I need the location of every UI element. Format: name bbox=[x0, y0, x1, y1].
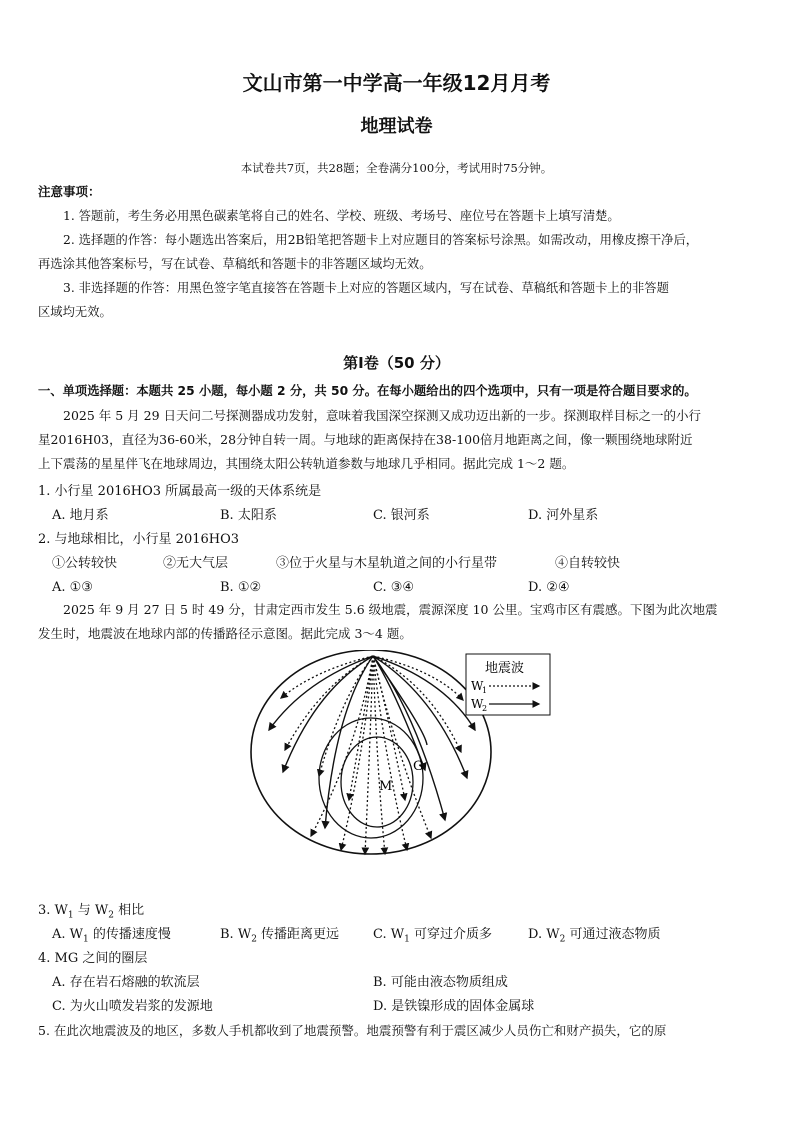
notice-item-3b: 区域均无效。 bbox=[38, 305, 112, 319]
q2-option-b[interactable]: B. ①② bbox=[220, 580, 262, 595]
q2-option-a[interactable]: A. ①③ bbox=[52, 580, 93, 595]
passage2-line1: 2025 年 9 月 27 日 5 时 49 分，甘肃定西市发生 5.6 级地震，震源深度 10 公里。宝鸡市区有震感。下图为此次地震 bbox=[63, 602, 718, 617]
legend-w1-label: W bbox=[471, 679, 484, 693]
q4-option-d[interactable]: D. 是铁镍形成的固体金属球 bbox=[373, 999, 535, 1014]
notice-item-3a: 3. 非选择题的作答：用黑色签字笔直接答在答题卡上对应的答题区域内，写在试卷、草稿纸和答题卡上的非答题 bbox=[63, 281, 669, 295]
legend-w1-sub: 1 bbox=[482, 686, 488, 695]
q4-option-a[interactable]: A. 存在岩石熔融的软流层 bbox=[52, 975, 200, 990]
legend-title: 地震波 bbox=[485, 661, 525, 676]
label-g: G bbox=[413, 759, 424, 774]
q2-statement-4: ④自转较快 bbox=[555, 556, 621, 571]
q3-stem: 3. $W_1$ 与 $W_2$ 相比 bbox=[38, 903, 145, 921]
q1-option-c[interactable]: C. 银河系 bbox=[373, 508, 430, 523]
passage1-line1: 2025 年 5 月 29 日天问二号探测器成功发射，意味着我国深空探测又成功迈出新的一步。探测取样目标之一的小行 bbox=[63, 408, 702, 423]
section-instruction: 一、单项选择题：本题共 25 小题，每小题 2 分，共 50 分。在每小题给出的四个选项中，只有一项是符合题目要求的。 bbox=[38, 384, 697, 398]
passage1-line3: 上下震荡的星星伴飞在地球周边，其围绕太阳公转轨道参数与地球几乎相同。据此完成 1～2 题。 bbox=[38, 456, 575, 471]
q2-stem: 2. 与地球相比，小行星 2016HO3 bbox=[38, 532, 240, 547]
notice-item-1: 1. 答题前，考生务必用黑色碳素笔将自己的姓名、学校、班级、考场号、座位号在答题卡上填写清楚。 bbox=[63, 209, 620, 223]
q2-statement-2: ②无大气层 bbox=[163, 556, 229, 571]
label-m: M bbox=[379, 779, 393, 794]
q1-option-b[interactable]: B. 太阳系 bbox=[220, 508, 277, 523]
mantle-boundary bbox=[319, 718, 423, 838]
section-title: 第Ⅰ卷（50 分） bbox=[343, 354, 450, 372]
notice-item-2a: 2. 选择题的作答：每小题选出答案后，用2B铅笔把答题卡上对应题目的答案标号涂黑。如需改动，用橡皮擦干净后， bbox=[63, 233, 699, 247]
q2-option-c[interactable]: C. ③④ bbox=[373, 580, 415, 595]
q3-option-b[interactable]: B. $W_2$ 传播距离更远 bbox=[220, 927, 340, 945]
exam-info: 本试卷共7页，共28题；全卷满分100分，考试用时75分钟。 bbox=[240, 161, 553, 175]
q4-option-c[interactable]: C. 为火山喷发岩浆的发源地 bbox=[52, 999, 213, 1014]
exam-subject: 地理试卷 bbox=[360, 116, 433, 137]
passage2-line2: 发生时，地震波在地球内部的传播路径示意图。据此完成 3～4 题。 bbox=[38, 626, 412, 641]
q3-option-d[interactable]: D. $W_2$ 可通过液态物质 bbox=[528, 927, 661, 945]
notice-heading: 注意事项： bbox=[38, 184, 101, 199]
q1-option-d[interactable]: D. 河外星系 bbox=[528, 508, 599, 523]
exam-title: 文山市第一中学高一年级12月月考 bbox=[242, 71, 551, 95]
w1-rays bbox=[281, 656, 463, 854]
notice-item-2b: 再选涂其他答案标号，写在试卷、草稿纸和答题卡的非答题区域均无效。 bbox=[38, 257, 432, 271]
q2-statement-1: ①公转较快 bbox=[52, 556, 118, 571]
q2-statement-3: ③位于火星与木星轨道之间的小行星带 bbox=[276, 556, 498, 571]
w2-rays bbox=[269, 656, 475, 828]
q2-option-d[interactable]: D. ②④ bbox=[528, 580, 570, 595]
passage1-line2: 星2016H03，直径为36-60米，28分钟自转一周。与地球的距离保持在38-100倍月地距离之间，像一颗围绕地球附近 bbox=[38, 432, 693, 447]
legend-w2-sub: 2 bbox=[482, 704, 488, 713]
seismic-wave-diagram bbox=[245, 650, 565, 900]
q1-stem: 1. 小行星 2016HO3 所属最高一级的天体系统是 bbox=[38, 484, 322, 499]
q4-option-b[interactable]: B. 可能由液态物质组成 bbox=[373, 975, 508, 990]
q1-option-a[interactable]: A. 地月系 bbox=[52, 508, 109, 523]
q4-stem: 4. MG 之间的圈层 bbox=[38, 951, 148, 966]
q3-option-c[interactable]: C. $W_1$ 可穿过介质多 bbox=[373, 927, 492, 945]
q5-stem: 5. 在此次地震波及的地区，多数人手机都收到了地震预警。地震预警有利于震区减少人员伤亡和财产损失，它的原 bbox=[38, 1023, 667, 1038]
legend-w2-label: W bbox=[471, 697, 484, 711]
q3-option-a[interactable]: A. $W_1$ 的传播速度慢 bbox=[52, 927, 171, 945]
